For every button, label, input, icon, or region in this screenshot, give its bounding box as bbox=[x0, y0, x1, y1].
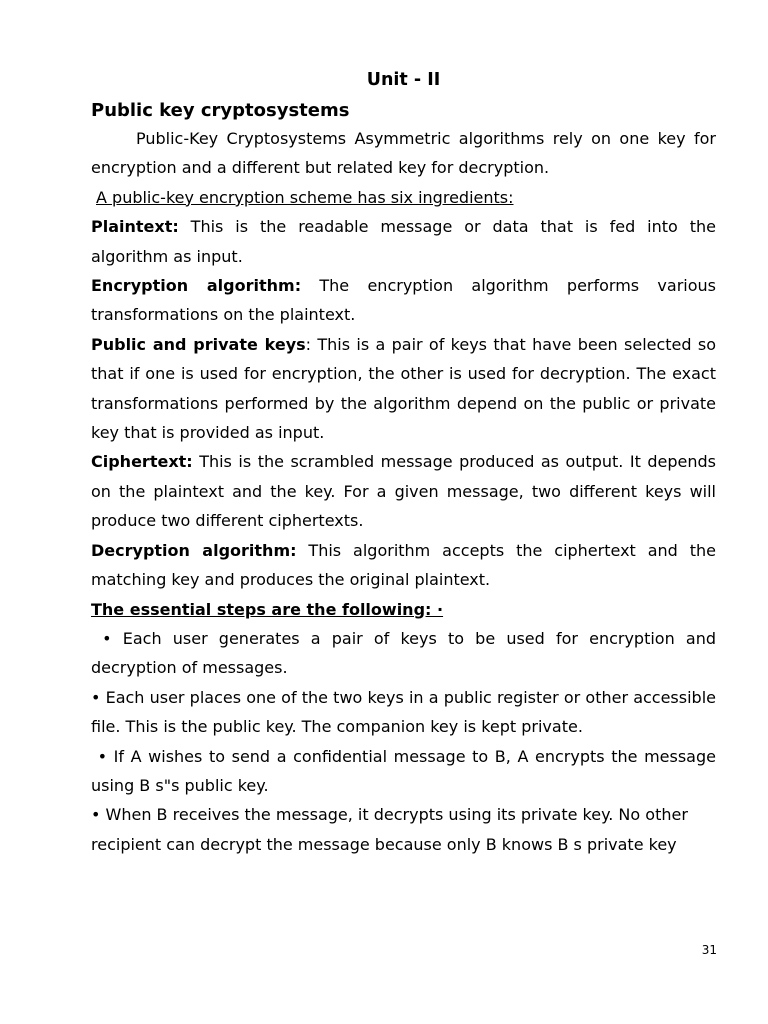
document-body bbox=[91, 68, 722, 859]
definition-ciphertext bbox=[91, 447, 716, 535]
definition-text: This is the scrambled message produced as output. It depends on the plaintext and the key. For a given message, two different keys will produce two different ciphertexts. bbox=[91, 452, 716, 531]
definition-public-private-keys bbox=[91, 330, 716, 448]
definition-text: The encryption algorithm performs various transformations on the plaintext. bbox=[91, 276, 716, 325]
steps-heading: The essential steps are the following: · bbox=[91, 599, 444, 619]
definition-plaintext bbox=[91, 212, 716, 271]
definition-text: This algorithm accepts the ciphertext and the matching key and produces the original plaintext. bbox=[91, 540, 716, 590]
step-item: • When B receives the message, it decrypts using its private key. No other recipient can decrypt the message because only B knows B s private key bbox=[91, 805, 693, 854]
ingredients-intro-text: A public-key encryption scheme has six ingredients: bbox=[96, 187, 514, 207]
definition-decryption-algorithm bbox=[91, 536, 716, 595]
intro-paragraph: Public-Key Cryptosystems Asymmetric algorithms rely on one key for encryption and a different but related key for decryption. bbox=[91, 129, 716, 178]
ingredients-intro bbox=[91, 183, 716, 212]
step-item: • Each user generates a pair of keys to be used for encryption and decryption of messages. bbox=[91, 628, 722, 678]
definition-term: Plaintext: bbox=[91, 217, 179, 237]
definition-text: This is the readable message or data that is fed into the algorithm as input. bbox=[91, 217, 716, 266]
step-item: • Each user places one of the two keys in a public register or other accessible file. This is the public key. The companion key is kept private. bbox=[91, 687, 722, 737]
section-heading: Public key cryptosystems bbox=[91, 100, 350, 121]
definition-term: Ciphertext: bbox=[91, 452, 193, 472]
unit-title: Unit - II bbox=[366, 70, 441, 90]
definition-encryption-algorithm bbox=[91, 271, 716, 330]
step-item: • If A wishes to send a confidential message to B, A encrypts the message using B s"s public key. bbox=[91, 746, 722, 795]
definition-term: Public and private keys bbox=[91, 334, 306, 354]
definition-term: Encryption algorithm: bbox=[91, 276, 302, 296]
page-number: 31 bbox=[701, 943, 717, 957]
steps-heading-line bbox=[91, 595, 716, 624]
definition-text: : This is a pair of keys that have been selected so that if one is used for encryption, the other is used for decryption. The exact transformations performed by the algorithm depend on the public or private key that is provided as input. bbox=[91, 334, 716, 443]
definition-term: Decryption algorithm: bbox=[91, 540, 297, 560]
